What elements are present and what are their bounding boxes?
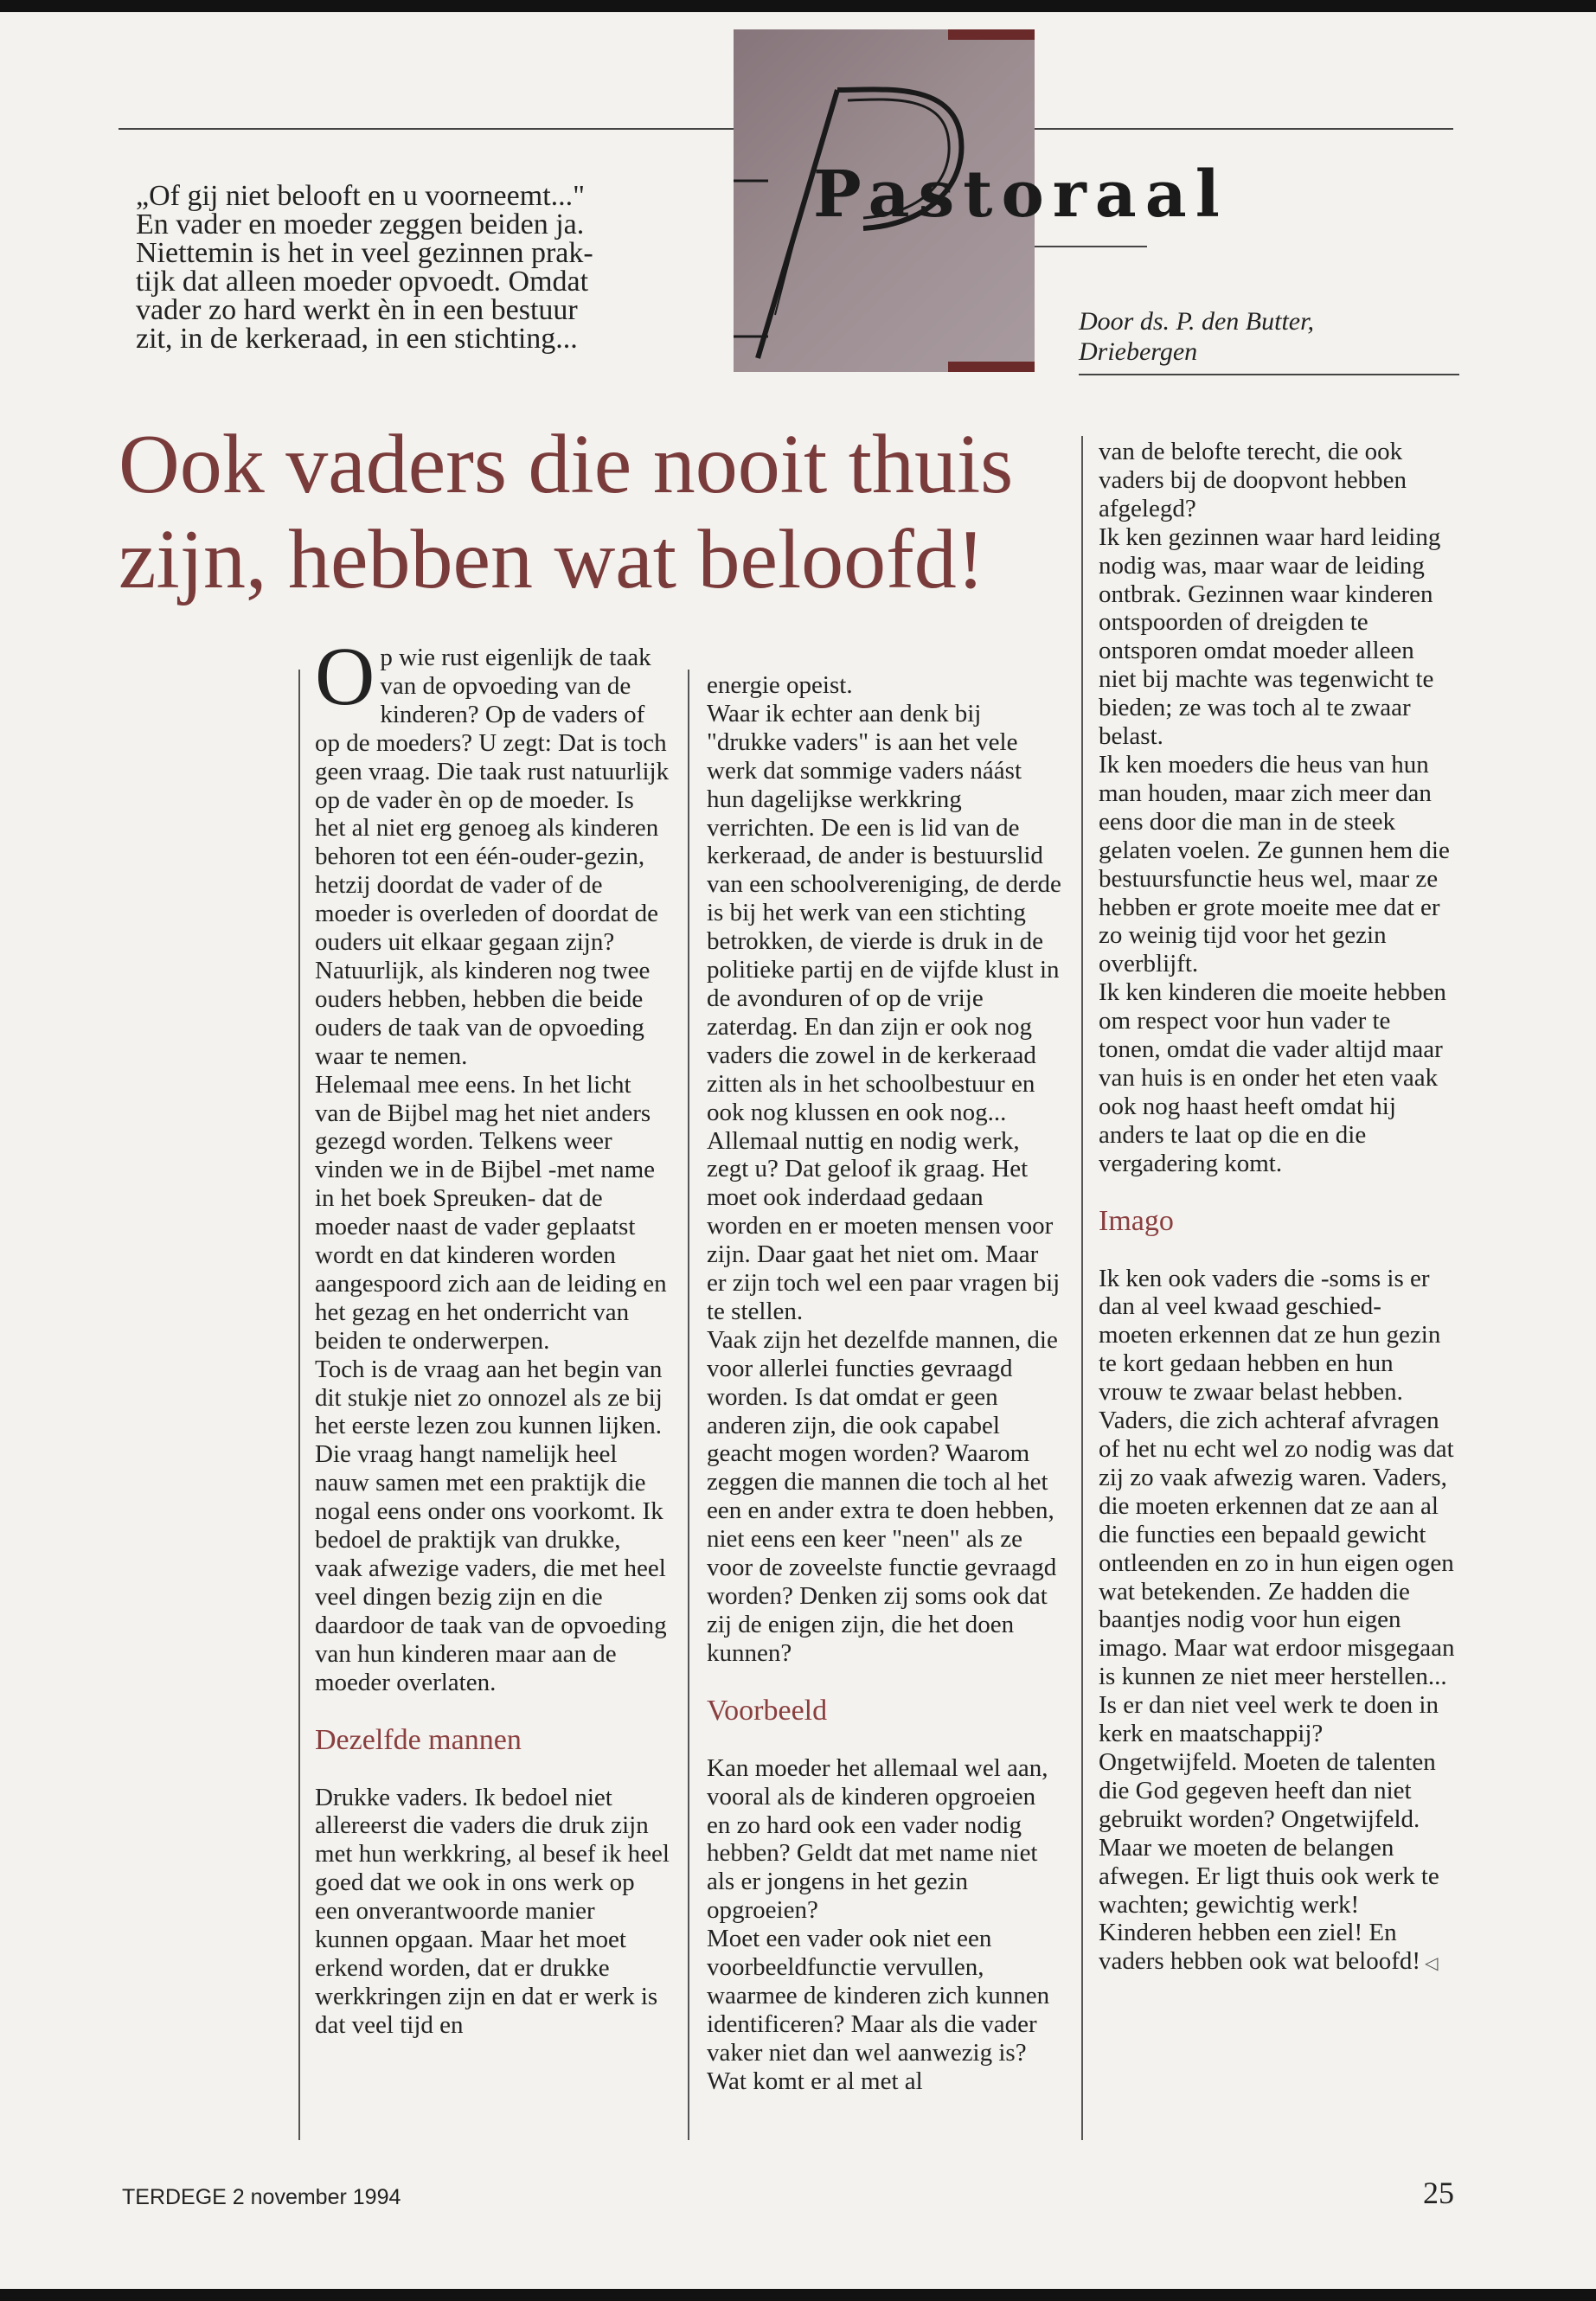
paragraph-text: Kan moeder het allemaal wel aan, vooral als de kinderen opgroeien en zo hard ook een vader nodig hebben? Geldt dat met name niet als er jongens in het gezin opgroeien? [707,1753,1048,1925]
column-separator-2 [688,670,689,2140]
intro-line: vader zo hard werkt èn in een bestuur [136,294,578,326]
headline-line-2: zijn, hebben wat beloofd! [119,513,985,606]
paragraph [315,1784,670,2040]
drop-cap: O [315,644,375,722]
paragraph-text: Toch is de vraag aan het begin van dit stukje niet zo onnozel als ze bij het eerste lezen zou kunnen lijken. Die vraag hangt namelijk heel nauw samen met een praktijk die nogal eens onder ons voorkomt. Ik bedoel de praktijk van drukke, vaak afwezige vaders, die met heel veel dingen bezig zijn en die daardoor de taak van de opvoeding van hun kinderen maar aan de moeder overlaten. [315,1355,667,1696]
paragraph [315,1071,670,1356]
byline-place: Driebergen [1079,337,1198,366]
paragraph-text: Helemaal mee eens. In het licht van de Bijbel mag het niet anders gezegd worden. Telkens weer vinden we in de Bijbel -met name in het boek Spreuken- dat de moeder naast de vader geplaatst wordt en dat kinderen worden aangespoord zich aan de leiding en het gezag en het onderricht van beiden te onderwerpen. [315,1070,667,1355]
paragraph-text: Ik ken gezinnen waar hard leiding nodig was, maar waar de leiding ontbrak. Gezinnen waar kinderen ontspoorden of dreigden te ontsporen omdat moeder alleen niet bij machte was tegenwicht te bieden; ze was toch al te zwaar belast. [1099,522,1441,751]
paragraph-text: Drukke vaders. Ik bedoel niet allereerst die vaders die druk zijn met hun werkkring, al besef ik heel goed dat we ook in ons werk op een onverantwoorde manier kunnen opgaan. Maar het moet erkend worden, dat er drukke werkkringen zijn en dat er werk is dat veel tijd en [315,1783,670,2039]
paragraph-text: Ik ken moeders die heus van hun man houden, maar zich meer dan eens door die man in de steek gelaten voelen. Ze gunnen hem die bestuursfunctie heus wel, maar ze hebben er grote moeite mee dat er zo weinig tijd voor het gezin overblijft. [1099,750,1450,978]
section-rule-right [1035,246,1147,247]
paragraph-text: van de belofte terecht, die ook vaders bij de doopvont hebben afgelegd? [1099,438,1407,522]
column-separator-1 [298,670,300,2140]
paragraph-text: Allemaal nuttig en nodig werk, zegt u? Dat geloof ik graag. Het moet ook inderdaad gedaan worden en er moeten mensen voor zijn. Daar gaat het niet om. Maar er zijn toch wel een paar vragen bij te stellen. [707,1126,1061,1325]
byline-author: Door ds. P. den Butter, [1079,307,1314,336]
paragraph [1099,523,1458,751]
intro-line: Niettemin is het in veel gezinnen prak- [136,237,593,269]
paragraph [707,700,1061,1127]
paragraph-text: Ik ken ook vaders die -soms is er dan al veel kwaad geschied- moeten erkennen dat ze hun gezin te kort gedaan hebben en hun vrouw te zwaar belast hebben. Vaders, die zich achteraf afvragen of het nu echt wel zo nodig was dat zij zo vaak afwezig waren. Vaders, die moeten erkennen dat ze aan al die functies een bepaald gewicht ontleenden en zo in hun eigen ogen wat betekenden. Ze hadden die baantjes nodig voor hun eigen imago. Maar wat erdoor misgegaan is kunnen ze niet meer herstellen... [1099,1264,1455,1691]
byline [1079,306,1459,367]
paragraph [1099,978,1458,1177]
paragraph [1099,438,1458,523]
subheading: Voorbeeld [707,1694,828,1727]
top-rule-left [119,128,737,130]
intro-paragraph [136,182,689,353]
article-column-1 [315,644,670,2149]
intro-line: En vader en moeder zeggen beiden ja. [136,208,585,240]
intro-line: tijk dat alleen moeder opvoedt. Omdat [136,266,589,298]
paragraph [707,1127,1061,1326]
section-title: Pastoraal [813,157,1228,232]
intro-line: zit, in de kerkeraad, in een stichting... [136,323,578,355]
paragraph-text: Waar ik echter aan denk bij "drukke vaders" is aan het vele werk dat sommige vaders náást hun dagelijkse werkkring verrichten. De een is lid van de kerkeraad, de ander is bestuurslid van een schoolvereniging, de derde is bij het werk van een stichting betrokken, de vierde is druk in de politieke partij en de vijfde klust in de avonduren of op de vrije zaterdag. En dan zijn er ook nog vaders die zowel in de kerkeraad zitten als in het schoolbestuur en ook nog klussen en ook nog... [707,699,1061,1126]
paragraph-text: p wie rust eigenlijk de taak van de opvoeding van de kinderen? Op de vaders of op de moeders? U zegt: Dat is toch geen vraag. Die taak rust natuurlijk op de vader èn op de moeder. Is het al niet erg genoeg als kinderen behoren tot een één-ouder-gezin, hetzij doordat de vader of de moeder is overleden of doordat de ouders uit elkaar gegaan zijn? Natuurlijk, als kinderen nog twee ouders hebben, hebben die beide ouders de taak van de opvoeding waar te nemen. [315,644,670,1070]
paragraph [707,1754,1061,1925]
paragraph [315,1356,670,1697]
end-mark-icon: ◁ [1420,1954,1439,1974]
footer-publication: TERDEGE 2 november 1994 [122,2185,401,2209]
subheading: Dezelfde mannen [315,1723,522,1756]
intro-line: „Of gij niet belooft en u voorneemt..." [136,180,586,212]
article-column-2 [707,671,1061,2150]
column-separator-3 [1081,436,1083,2140]
paragraph-text: Is er dan niet veel werk te doen in kerk en maatschappij? Ongetwijfeld. Moeten de talenten die God gegeven heeft dan niet gebruikt worden? Ongetwijfeld. Maar we moeten de belangen afwegen. Er ligt thuis ook werk te wachten; gewichtig werk! Kinderen hebben een ziel! En vaders hebben ook wat beloofd! [1099,1691,1439,1976]
paragraph [1099,751,1458,978]
paragraph [1099,1265,1458,1692]
paragraph-text: Moet een vader ook niet een voorbeeldfunctie vervullen, waarmee de kinderen zich kunnen identificeren? Maar als die vader vaker niet dan wel aanwezig is? Wat komt er al met al [707,1925,1050,2095]
subheading: Imago [1099,1204,1174,1237]
page-number: 25 [1423,2176,1454,2210]
headline-line-1: Ook vaders die nooit thuis [119,418,1014,511]
article-column-3 [1099,438,1458,2107]
paragraph-text: Ik ken kinderen die moeite hebben om respect voor hun vader te tonen, omdat die vader altijd maar van huis is en onder het eten vaak ook nog haast heeft omdat hij anders te laat op die en die vergadering komt. [1099,978,1446,1177]
top-rule-right [1035,128,1453,130]
article-headline [119,417,1070,607]
paragraph [707,671,1061,700]
paragraph-text: Vaak zijn het dezelfde mannen, die voor allerlei functies gevraagd worden. Is dat omdat er geen anderen zijn, die ook capabel geacht mogen worden? Waarom zeggen die mannen die toch al het een en ander extra te doen hebben, niet eens een keer "neen" als ze voor de zoveelste functie gevraagd worden? Denken zij soms ook dat zij de enigen zijn, die het doen kunnen? [707,1325,1058,1667]
paragraph-text: energie opeist. [707,671,853,699]
byline-rule [1079,374,1459,375]
paragraph [707,1326,1061,1668]
paragraph [1099,1691,1458,1978]
paragraph [707,1925,1061,2095]
paragraph [315,644,670,1071]
